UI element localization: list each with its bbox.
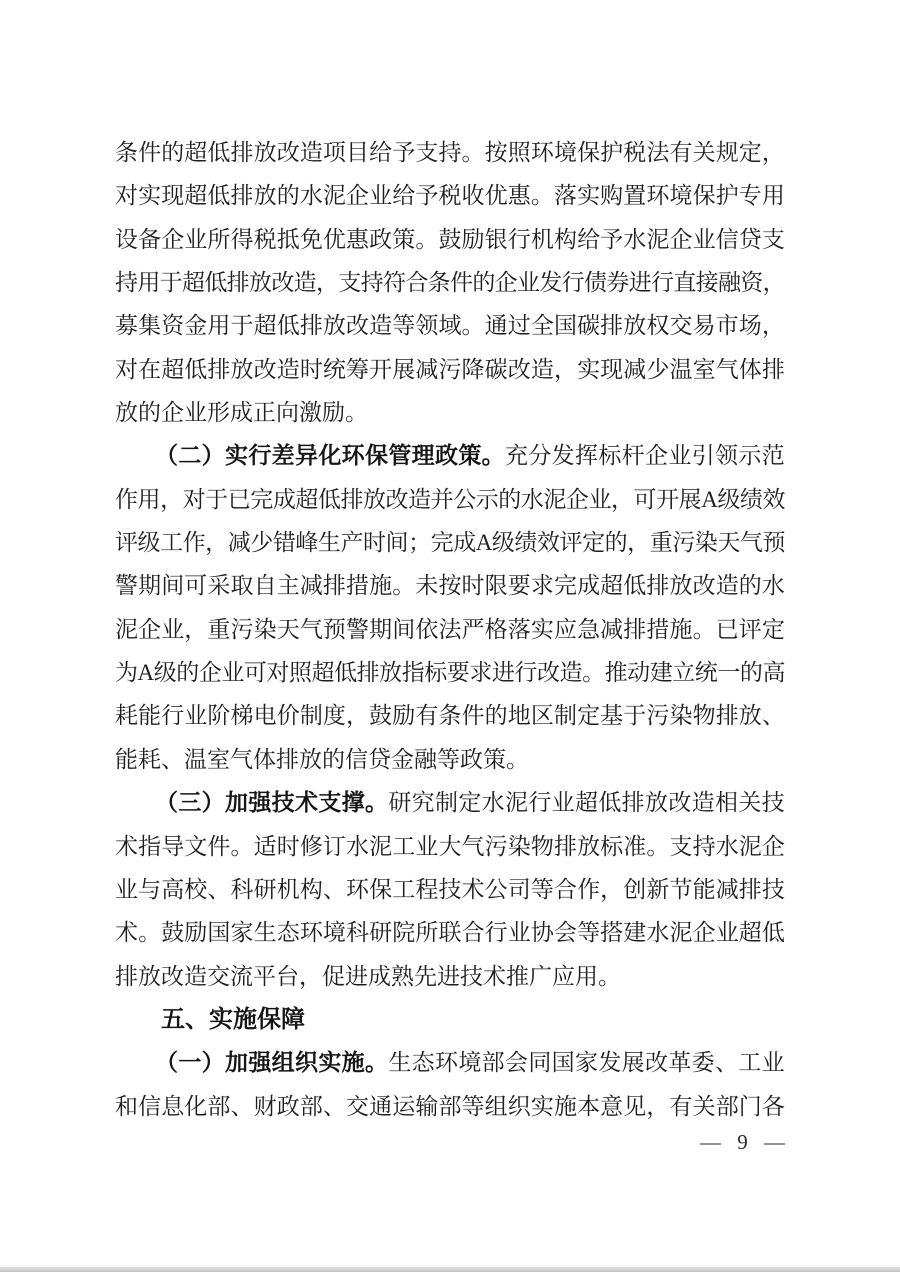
text-line [115, 521, 785, 564]
text-line [115, 131, 785, 174]
body-text: 放的企业形成正向激励。 [115, 400, 368, 426]
text-line [115, 478, 785, 521]
bold-lead-text: 五、实施保障 [161, 1005, 305, 1033]
text-line [115, 304, 785, 347]
paragraph-technical-support [115, 781, 785, 998]
body-text: 募集资金用于超低排放改造等领域。通过全国碳排放权交易市场， [115, 313, 785, 339]
body-text: 能耗、温室气体排放的信贷金融等政策。 [115, 746, 529, 772]
paragraph-continuation [115, 131, 785, 434]
text-line [115, 174, 785, 217]
body-text: 为A级的企业可对照超低排放指标要求进行改造。推动建立统一的高 [115, 660, 785, 686]
scan-bottom-edge [0, 1267, 900, 1272]
text-line [115, 564, 785, 607]
text-line [115, 1085, 785, 1128]
bold-lead-text: （三）加强技术支撑。 [155, 790, 389, 816]
text-line [115, 261, 785, 304]
body-text: 对实现超低排放的水泥企业给予税收优惠。落实购置环境保护专用 [115, 183, 785, 209]
text-line [115, 348, 785, 391]
paragraph-organization [115, 1041, 785, 1128]
body-text: 对在超低排放改造时统筹开展减污降碳改造，实现减少温室气体排 [115, 356, 785, 382]
text-line [115, 911, 785, 954]
body-text: 排放改造交流平台，促进成熟先进技术推广应用。 [115, 963, 621, 989]
body-text: 持用于超低排放改造，支持符合条件的企业发行债券进行直接融资， [115, 270, 786, 296]
text-line [115, 955, 785, 998]
body-text: 业与高校、科研机构、环保工程技术公司等合作，创新节能减排技 [115, 876, 785, 902]
text-line [115, 608, 785, 651]
body-text: 耗能行业阶梯电价制度，鼓励有条件的地区制定基于污染物排放、 [115, 703, 785, 729]
body-text: 作用，对于已完成超低排放改造并公示的水泥企业，可开展A级绩效 [115, 486, 785, 512]
text-line [115, 651, 785, 694]
bold-lead-text: （二）实行差异化环保管理政策。 [155, 443, 505, 469]
body-text: 和信息化部、财政部、交通运输部等组织实施本意见，有关部门各 [115, 1093, 785, 1119]
body-text: 警期间可采取自主减排措施。未按时限要求完成超低排放改造的水 [115, 573, 785, 599]
body-text: 条件的超低排放改造项目给予支持。按照环境保护税法有关规定， [115, 140, 785, 165]
text-line [115, 825, 785, 868]
document-body [115, 131, 785, 1128]
text-line [115, 781, 785, 824]
page-footer [700, 1126, 785, 1158]
heading-line [115, 998, 785, 1041]
body-text: 泥企业，重污染天气预警期间依法严格落实应急减排措施。已评定 [115, 616, 785, 642]
text-line [115, 868, 785, 911]
body-text: 充分发挥标杆企业引领示范 [505, 443, 785, 469]
body-text: 研究制定水泥行业超低排放改造相关技 [388, 790, 786, 816]
text-line [115, 391, 785, 434]
page-number: — 9 — [700, 1130, 785, 1154]
body-text: 生态环境部会同国家发展改革委、工业 [388, 1050, 786, 1076]
body-text: 设备企业所得税抵免优惠政策。鼓励银行机构给予水泥企业信贷支 [115, 226, 785, 252]
body-text: 术指导文件。适时修订水泥工业大气污染物排放标准。支持水泥企 [115, 833, 785, 859]
text-line [115, 694, 785, 737]
text-line [115, 434, 785, 477]
body-text: 评级工作，减少错峰生产时间；完成A级绩效评定的，重污染天气预 [115, 530, 785, 556]
paragraph-differentiated-policy [115, 434, 785, 781]
section-heading-implementation [115, 998, 785, 1041]
text-line [115, 738, 785, 781]
body-text: 术。鼓励国家生态环境科研院所联合行业协会等搭建水泥企业超低 [115, 920, 785, 946]
text-line [115, 1041, 785, 1084]
text-line [115, 218, 785, 261]
bold-lead-text: （一）加强组织实施。 [155, 1050, 389, 1076]
